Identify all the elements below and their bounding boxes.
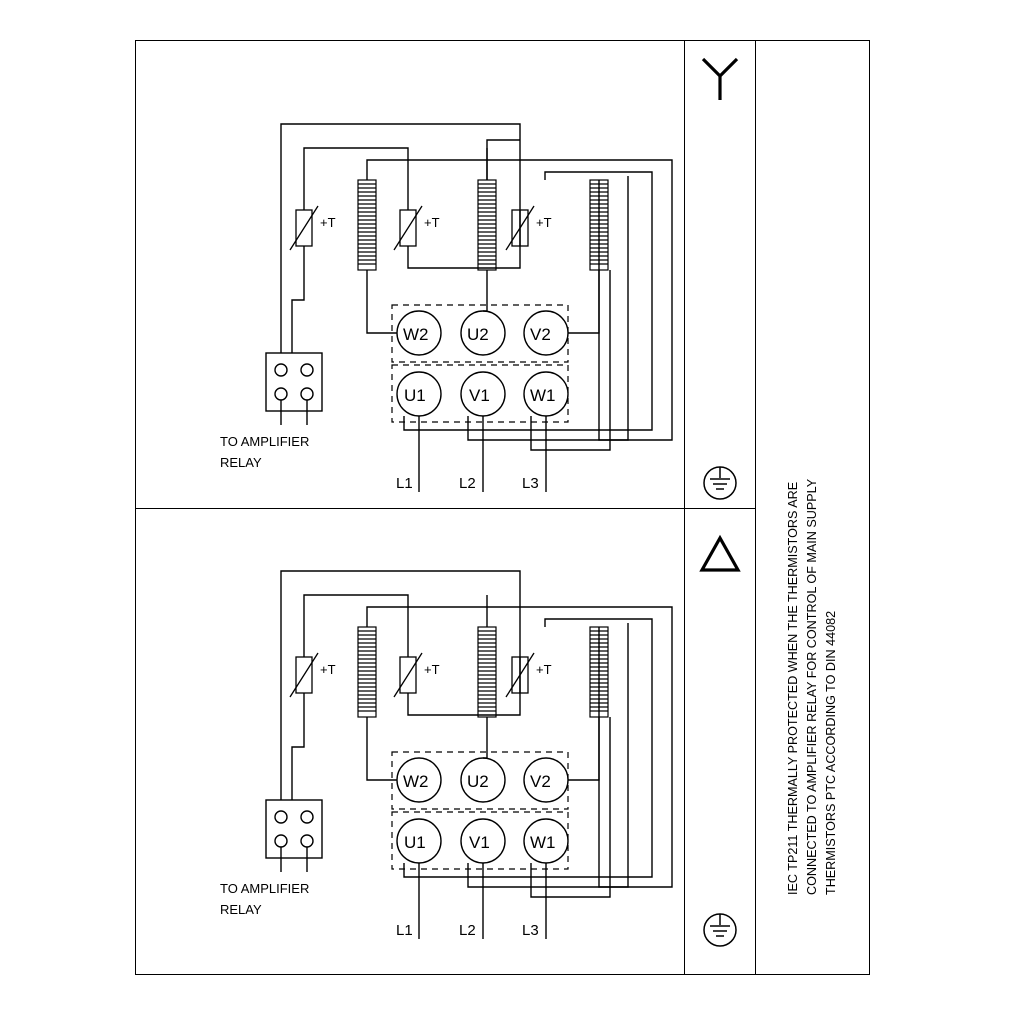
earth-symbol-bottom (704, 914, 736, 946)
thermistor-label-1-top: +T (320, 215, 336, 230)
thermistor-label-3-top: +T (536, 215, 552, 230)
thermistor-label-1-bottom: +T (320, 662, 336, 677)
thermistor-label-2-top: +T (424, 215, 440, 230)
phase-label-l2-bottom: L2 (459, 922, 476, 939)
wye-symbol (703, 59, 737, 100)
terminal-label-u2-bottom: U2 (467, 772, 489, 791)
thermistor-1-top (290, 206, 318, 250)
terminal-label-v1-bottom: V1 (469, 833, 490, 852)
amplifier-label-line1-top: TO AMPLIFIER (220, 434, 310, 449)
amplifier-connector-top (266, 353, 322, 425)
earth-symbol-top (704, 467, 736, 499)
thermistor-wire-top (304, 148, 408, 210)
side-note-line-3: THERMISTORS PTC ACCORDING TO DIN 44082 (824, 610, 838, 895)
terminal-label-w1-top: W1 (530, 386, 556, 405)
terminal-label-w2-bottom: W2 (403, 772, 429, 791)
phase-label-l1-bottom: L1 (396, 922, 413, 939)
terminal-label-w1-bottom: W1 (530, 833, 556, 852)
phase-label-l1-top: L1 (396, 475, 413, 492)
terminal-label-v2-bottom: V2 (530, 772, 551, 791)
terminal-label-u1-bottom: U1 (404, 833, 426, 852)
thermistor-2-bottom (394, 653, 422, 697)
phase-label-l2-top: L2 (459, 475, 476, 492)
terminal-label-v1-top: V1 (469, 386, 490, 405)
winding-1-top (358, 180, 376, 270)
thermistor-wire-bottom (304, 595, 408, 657)
winding-2-top (478, 180, 496, 270)
winding-2-bottom (478, 627, 496, 717)
amplifier-label-line2-top: RELAY (220, 455, 262, 470)
terminal-label-u1-top: U1 (404, 386, 426, 405)
amplifier-connector-bottom (266, 800, 322, 872)
terminal-label-w2-top: W2 (403, 325, 429, 344)
thermistor-label-3-bottom: +T (536, 662, 552, 677)
thermistor-label-2-bottom: +T (424, 662, 440, 677)
thermistor-2-top (394, 206, 422, 250)
winding-1-bottom (358, 627, 376, 717)
terminal-label-u2-top: U2 (467, 325, 489, 344)
thermistor-1-bottom (290, 653, 318, 697)
phase-label-l3-bottom: L3 (522, 922, 539, 939)
terminal-label-v2-top: V2 (530, 325, 551, 344)
side-note-line-2: CONNECTED TO AMPLIFIER RELAY FOR CONTROL OF MAIN SUPPLY (805, 478, 819, 895)
amplifier-label-line1-bottom: TO AMPLIFIER (220, 881, 310, 896)
phase-label-l3-top: L3 (522, 475, 539, 492)
delta-symbol (702, 538, 738, 570)
side-note-line-1: IEC TP211 THERMALLY PROTECTED WHEN THE THERMISTORS ARE (786, 481, 800, 895)
amplifier-label-line2-bottom: RELAY (220, 902, 262, 917)
